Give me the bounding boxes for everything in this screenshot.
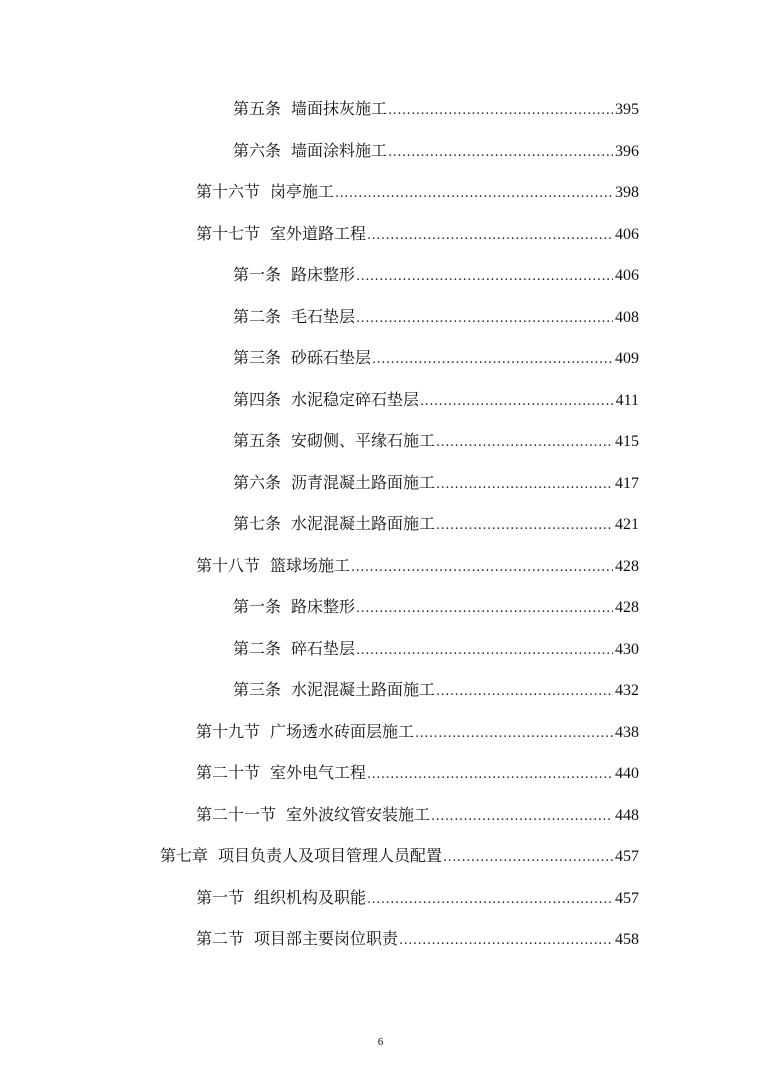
entry-page: 440 bbox=[615, 765, 639, 782]
entry-number: 第五条 bbox=[233, 99, 282, 118]
toc-entry[interactable] bbox=[233, 429, 639, 453]
toc-entry[interactable] bbox=[233, 678, 639, 702]
entry-page: 417 bbox=[615, 475, 639, 492]
dot-leader bbox=[356, 265, 613, 289]
entry-page: 458 bbox=[615, 931, 639, 948]
entry-page: 396 bbox=[615, 143, 639, 160]
entry-title: 路床整形 bbox=[291, 597, 356, 616]
toc-entry[interactable] bbox=[196, 927, 639, 951]
dot-leader bbox=[431, 805, 613, 829]
entry-number: 第二节 bbox=[196, 929, 245, 948]
dot-leader bbox=[388, 141, 613, 165]
dot-leader bbox=[436, 680, 613, 704]
dot-leader bbox=[367, 763, 613, 787]
entry-title: 墙面涂料施工 bbox=[291, 141, 388, 160]
entry-number: 第十八节 bbox=[196, 556, 261, 575]
toc-entry[interactable] bbox=[196, 554, 639, 578]
toc-entry[interactable] bbox=[233, 139, 639, 163]
toc-entry[interactable] bbox=[233, 263, 639, 287]
dot-leader bbox=[443, 846, 613, 870]
toc-entry[interactable] bbox=[233, 512, 639, 536]
entry-title: 室外道路工程 bbox=[270, 224, 367, 243]
dot-leader bbox=[436, 473, 613, 497]
dot-leader bbox=[420, 390, 614, 414]
entry-page: 430 bbox=[615, 641, 639, 658]
entry-number: 第三条 bbox=[233, 348, 282, 367]
toc-entry[interactable] bbox=[196, 886, 639, 910]
entry-page: 448 bbox=[615, 807, 639, 824]
entry-title: 岗亭施工 bbox=[270, 182, 335, 201]
dot-leader bbox=[372, 348, 613, 372]
toc-entry[interactable] bbox=[196, 720, 639, 744]
entry-number: 第一条 bbox=[233, 597, 282, 616]
entry-title: 项目部主要岗位职责 bbox=[254, 929, 399, 948]
entry-page: 421 bbox=[615, 516, 639, 533]
toc-entry[interactable] bbox=[196, 180, 639, 204]
entry-page: 457 bbox=[615, 890, 639, 907]
entry-title: 安砌侧、平缘石施工 bbox=[291, 431, 436, 450]
toc-entry[interactable] bbox=[233, 97, 639, 121]
entry-number: 第七条 bbox=[233, 514, 282, 533]
entry-page: 432 bbox=[615, 682, 639, 699]
toc-entry[interactable] bbox=[233, 471, 639, 495]
dot-leader bbox=[388, 99, 613, 123]
entry-page: 406 bbox=[615, 267, 639, 284]
entry-number: 第十六节 bbox=[196, 182, 261, 201]
entry-title: 水泥混凝土路面施工 bbox=[291, 680, 436, 699]
entry-number: 第四条 bbox=[233, 390, 282, 409]
entry-title: 砂砾石垫层 bbox=[291, 348, 372, 367]
entry-number: 第三条 bbox=[233, 680, 282, 699]
entry-number: 第一节 bbox=[196, 888, 245, 907]
entry-page: 408 bbox=[615, 309, 639, 326]
entry-title: 碎石垫层 bbox=[291, 639, 356, 658]
dot-leader bbox=[415, 722, 613, 746]
entry-page: 415 bbox=[615, 433, 639, 450]
entry-number: 第六条 bbox=[233, 141, 282, 160]
entry-number: 第二十一节 bbox=[196, 805, 277, 824]
toc-entry[interactable] bbox=[196, 222, 639, 246]
entry-title: 水泥稳定碎石垫层 bbox=[291, 390, 420, 409]
entry-page: 457 bbox=[615, 848, 639, 865]
entry-page: 428 bbox=[615, 558, 639, 575]
entry-number: 第七章 bbox=[160, 846, 209, 865]
entry-title: 广场透水砖面层施工 bbox=[270, 722, 415, 741]
toc-entry[interactable] bbox=[233, 595, 639, 619]
toc-entry[interactable] bbox=[233, 637, 639, 661]
entry-title: 毛石垫层 bbox=[291, 307, 356, 326]
entry-number: 第十七节 bbox=[196, 224, 261, 243]
entry-page: 395 bbox=[615, 101, 639, 118]
toc-entry[interactable] bbox=[196, 803, 639, 827]
toc-entry[interactable] bbox=[233, 388, 639, 412]
entry-title: 墙面抹灰施工 bbox=[291, 99, 388, 118]
toc-entry[interactable] bbox=[160, 844, 639, 868]
entry-page: 411 bbox=[615, 392, 639, 409]
entry-number: 第一条 bbox=[233, 265, 282, 284]
dot-leader bbox=[436, 514, 613, 538]
dot-leader bbox=[356, 307, 613, 331]
dot-leader bbox=[335, 182, 613, 206]
dot-leader bbox=[436, 431, 613, 455]
dot-leader bbox=[356, 597, 613, 621]
entry-number: 第六条 bbox=[233, 473, 282, 492]
entry-page: 409 bbox=[615, 350, 639, 367]
dot-leader bbox=[367, 224, 613, 248]
dot-leader bbox=[399, 929, 613, 953]
entry-page: 428 bbox=[615, 599, 639, 616]
dot-leader bbox=[367, 888, 613, 912]
entry-title: 沥青混凝土路面施工 bbox=[291, 473, 436, 492]
dot-leader bbox=[351, 556, 613, 580]
toc-entry[interactable] bbox=[196, 761, 639, 785]
entry-title: 室外电气工程 bbox=[270, 763, 367, 782]
entry-number: 第十九节 bbox=[196, 722, 261, 741]
entry-number: 第五条 bbox=[233, 431, 282, 450]
entry-title: 组织机构及职能 bbox=[254, 888, 367, 907]
entry-number: 第二条 bbox=[233, 639, 282, 658]
entry-title: 路床整形 bbox=[291, 265, 356, 284]
toc-entry[interactable] bbox=[233, 305, 639, 329]
entry-title: 室外波纹管安装施工 bbox=[286, 805, 431, 824]
entry-page: 438 bbox=[615, 724, 639, 741]
entry-page: 406 bbox=[615, 226, 639, 243]
page-number: 6 bbox=[377, 1036, 384, 1048]
entry-title: 水泥混凝土路面施工 bbox=[291, 514, 436, 533]
entry-title: 项目负责人及项目管理人员配置 bbox=[218, 846, 443, 865]
toc-entry[interactable] bbox=[233, 346, 639, 370]
dot-leader bbox=[356, 639, 613, 663]
entry-number: 第二十节 bbox=[196, 763, 261, 782]
entry-number: 第二条 bbox=[233, 307, 282, 326]
entry-page: 398 bbox=[615, 184, 639, 201]
entry-title: 篮球场施工 bbox=[270, 556, 351, 575]
